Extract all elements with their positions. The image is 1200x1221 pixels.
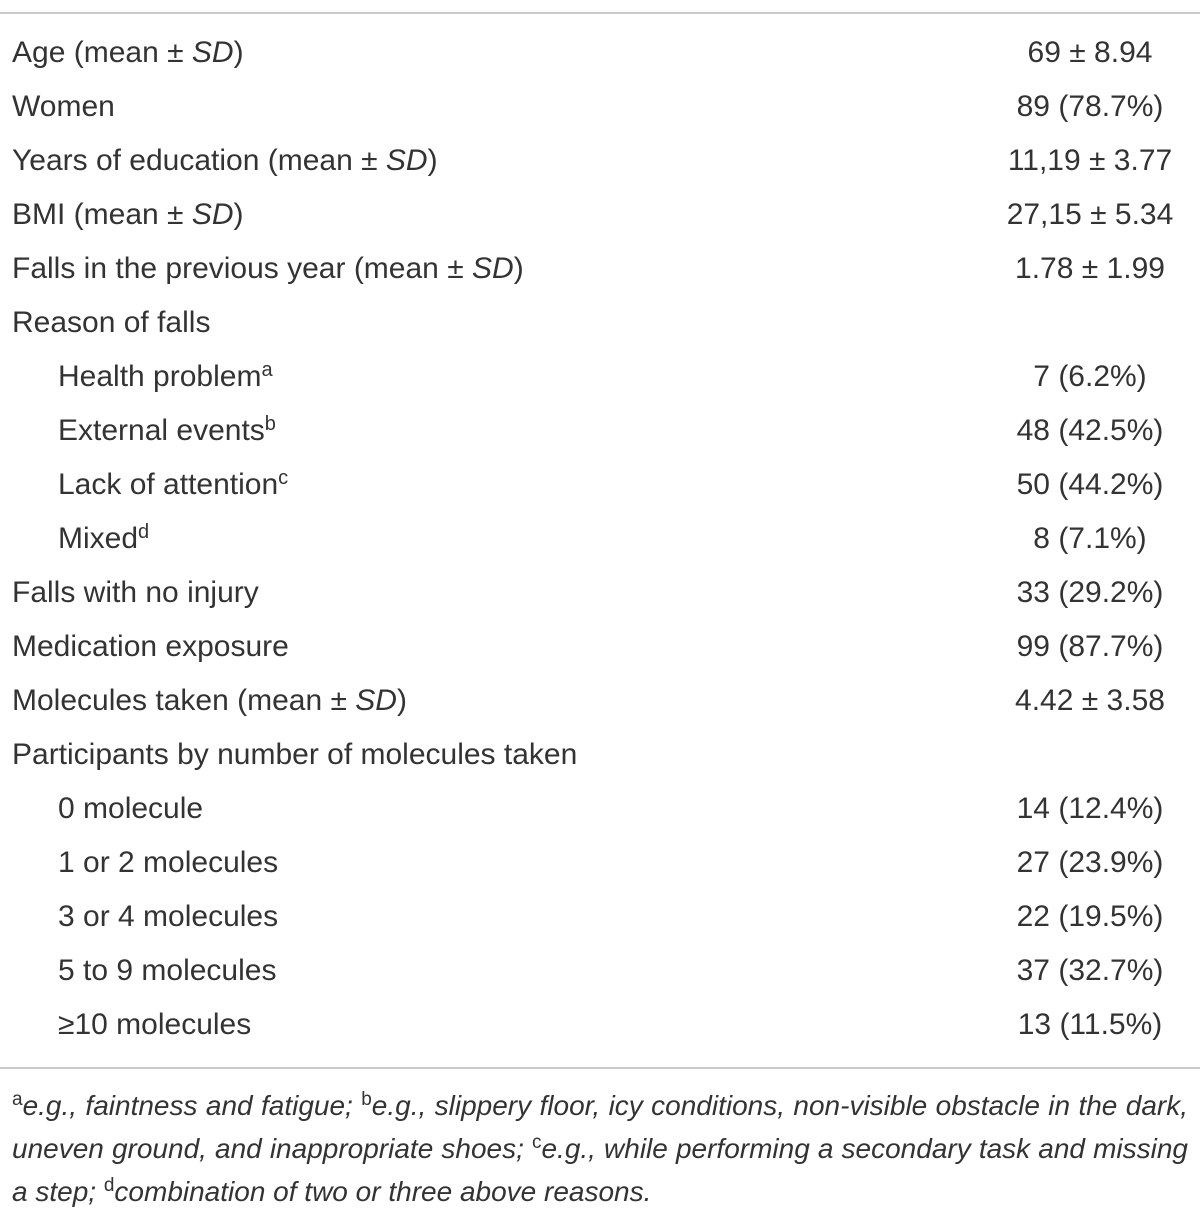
row-value: 48 (42.5%) xyxy=(1016,414,1164,447)
row-label-text: 1 or 2 molecules xyxy=(58,846,279,879)
row-label xyxy=(12,80,115,134)
row-footnote-mark: b xyxy=(264,413,276,435)
row-value: 11,19 ± 3.77 xyxy=(1007,144,1173,177)
row-value: 8 (7.1%) xyxy=(1033,522,1147,555)
table-row xyxy=(0,80,1200,134)
row-label-text: 0 molecule xyxy=(58,792,204,825)
row-label-text: 5 to 9 molecules xyxy=(58,954,277,987)
row-label-text: BMI (mean ± xyxy=(12,198,192,231)
footnote-mark-a: a xyxy=(12,1089,23,1110)
row-label-text: Falls in the previous year (mean ± xyxy=(12,252,472,285)
row-footnote-mark: a xyxy=(261,359,273,381)
row-value: 13 (11.5%) xyxy=(1017,1008,1163,1041)
table-row xyxy=(0,944,1200,998)
table-row xyxy=(0,404,1200,458)
row-label xyxy=(58,404,276,458)
table-row xyxy=(0,566,1200,620)
row-value: 69 ± 8.94 xyxy=(1027,36,1153,69)
row-label-text: Women xyxy=(12,90,115,123)
row-label-italic: SD xyxy=(191,198,234,231)
table-footnote xyxy=(12,1084,1188,1213)
table-row xyxy=(0,350,1200,404)
row-label xyxy=(58,944,276,998)
table-row xyxy=(0,620,1200,674)
row-value: 14 (12.4%) xyxy=(1016,792,1164,825)
footnote-c-text: e.g., while performing a secondary task and missing a step; xyxy=(12,1133,1188,1207)
row-label-tail: ) xyxy=(427,144,438,177)
row-label xyxy=(12,242,524,296)
table-row xyxy=(0,26,1200,80)
row-label xyxy=(58,998,251,1052)
table-row xyxy=(0,728,1200,782)
row-label-text: External events xyxy=(58,414,265,447)
row-label xyxy=(12,134,438,188)
table-bottom-rule xyxy=(0,1067,1200,1069)
row-label-italic: SD xyxy=(472,252,514,285)
footnote-mark-d: d xyxy=(103,1175,115,1196)
row-label-tail: ) xyxy=(513,252,524,285)
row-label-text: Years of education (mean ± xyxy=(12,144,386,177)
row-label-text: ≥10 molecules xyxy=(58,1008,252,1041)
row-label xyxy=(12,620,289,674)
table-row xyxy=(0,134,1200,188)
row-value: 37 (32.7%) xyxy=(1016,954,1164,987)
row-label-text: Reason of falls xyxy=(12,306,211,339)
row-label-tail: ) xyxy=(396,684,407,717)
table-row xyxy=(0,458,1200,512)
row-label xyxy=(58,512,149,566)
row-value: 27 (23.9%) xyxy=(1016,846,1164,879)
row-label xyxy=(58,782,203,836)
row-label xyxy=(12,188,244,242)
row-value: 4.42 ± 3.58 xyxy=(1015,684,1165,717)
row-footnote-mark: c xyxy=(278,467,289,489)
row-label-text: Mixed xyxy=(58,522,139,555)
row-label xyxy=(12,296,210,350)
row-value: 89 (78.7%) xyxy=(1016,90,1164,123)
row-label-text: Molecules taken (mean ± xyxy=(12,684,356,717)
row-label-text: Health problem xyxy=(58,360,262,393)
row-label-tail: ) xyxy=(233,36,244,69)
row-label xyxy=(58,458,288,512)
row-label-italic: SD xyxy=(355,684,397,717)
footnote-mark-c: c xyxy=(531,1132,542,1153)
row-label-text: 3 or 4 molecules xyxy=(58,900,279,933)
table-row xyxy=(0,296,1200,350)
table-row xyxy=(0,242,1200,296)
row-label-text: Participants by number of molecules taken xyxy=(12,738,578,771)
row-value: 7 (6.2%) xyxy=(1033,360,1147,393)
row-label-text: Falls with no injury xyxy=(12,576,259,609)
row-label xyxy=(12,674,407,728)
footnote-mark-b: b xyxy=(361,1089,372,1110)
table-top-rule xyxy=(0,12,1200,14)
row-label xyxy=(58,836,278,890)
row-label-text: Age (mean ± xyxy=(12,36,192,69)
table-row xyxy=(0,998,1200,1052)
row-label-text: Lack of attention xyxy=(58,468,279,501)
row-label xyxy=(58,350,273,404)
table-row xyxy=(0,512,1200,566)
row-value: 50 (44.2%) xyxy=(1016,468,1164,501)
footnote-b-text: e.g., slippery floor, icy conditions, non-visible obstacle in the dark, uneven ground, and inappropriate shoes; xyxy=(12,1090,1189,1164)
row-label-text: Medication exposure xyxy=(12,630,289,663)
row-value: 27,15 ± 5.34 xyxy=(1006,198,1174,231)
row-value: 22 (19.5%) xyxy=(1016,900,1164,933)
row-label xyxy=(12,26,244,80)
table-body xyxy=(0,26,1200,1052)
row-label xyxy=(12,728,577,782)
table-row xyxy=(0,782,1200,836)
row-value: 33 (29.2%) xyxy=(1016,576,1164,609)
footnote-d-text: combination of two or three above reasons. xyxy=(114,1176,652,1207)
table-row xyxy=(0,836,1200,890)
row-label-italic: SD xyxy=(385,144,428,177)
table-row xyxy=(0,890,1200,944)
row-label xyxy=(12,566,259,620)
row-label xyxy=(58,890,278,944)
table-row xyxy=(0,188,1200,242)
row-footnote-mark: d xyxy=(138,521,150,543)
row-value: 1.78 ± 1.99 xyxy=(1015,252,1165,285)
row-label-italic: SD xyxy=(191,36,234,69)
footnote-a-text: e.g., faintness and fatigue; xyxy=(22,1090,362,1121)
row-label-tail: ) xyxy=(233,198,244,231)
row-value: 99 (87.7%) xyxy=(1016,630,1164,663)
table-row xyxy=(0,674,1200,728)
